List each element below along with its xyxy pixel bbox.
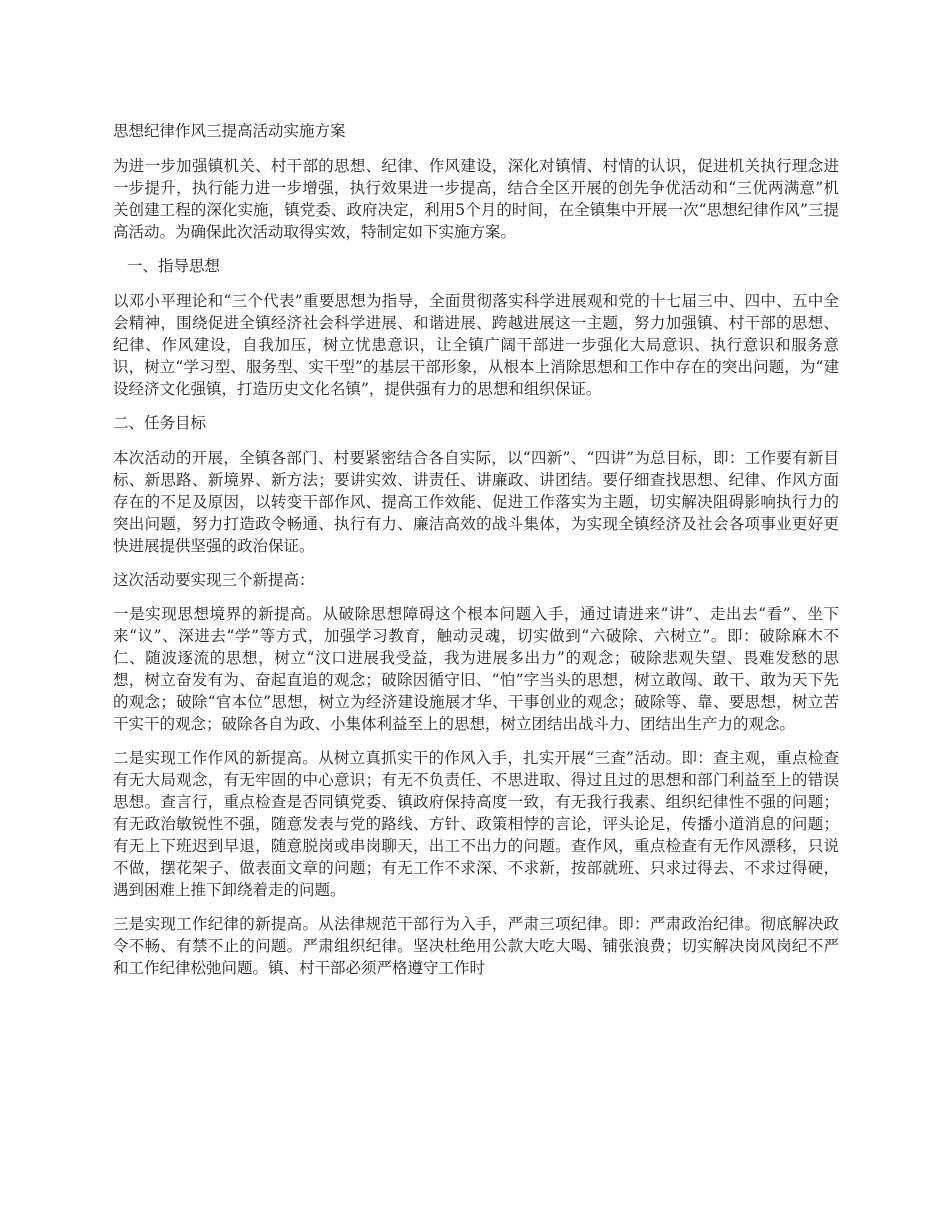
section-heading-task-goals: 二、任务目标 <box>113 414 207 432</box>
document-page <box>113 120 839 991</box>
improvement-discipline-paragraph: 三是实现工作纪律的新提高。从法律规范干部行为入手，严肃三项纪律。即：严肃政治纪律。彻底解决政令不畅、有禁不止的问题。严肃组织纪律。坚决杜绝用公款大吃大喝、铺张浪费；切实解决岗风岗纪不严和工作纪律松弛问题。镇、村干部必须严格遵守工作时 <box>113 915 839 977</box>
task-goals-paragraph: 本次活动的开展，全镇各部门、村要紧密结合各自实际，以“四新”、“四讲”为总目标，即：工作要有新目标、新思路、新境界、新方法；要讲实效、讲责任、讲廉政、讲团结。要仔细查找思想、纪律、作风方面存在的不足及原因，以转变干部作风、提高工作效能、促进工作落实为主题，切实解决阻碍影响执行力的突出问题，努力打造政令畅通、执行有力、廉洁高效的战斗集体，为实现全镇经济及社会各项事业更好更快进展提供坚强的政治保证。 <box>113 449 839 555</box>
improvement-work-style-paragraph: 二是实现工作作风的新提高。从树立真抓实干的作风入手，扎实开展“三查”活动。即：查主观，重点检查有无大局观念，有无牢固的中心意识；有无不负责任、不思进取、得过且过的思想和部门利益至上的错误思想。查言行，重点检查是否同镇党委、镇政府保持高度一致，有无我行我素、组织纪律性不强的问题；有无政治敏锐性不强，随意发表与党的路线、方针、政策相悖的言论，评头论足，传播小道消息的问题；有无上下班迟到早退，随意脱岗或串岗聊天，出工不出力的问题。查作风，重点检查有无作风漂移，只说不做，摆花架子、做表面文章的问题；有无工作不求深、不求新，按部就班、只求过得去、不求过得硬，遇到困难上推下卸绕着走的问题。 <box>113 749 839 899</box>
three-improvements-intro: 这次活动要实现三个新提高： <box>113 571 315 589</box>
document-title: 思想纪律作风三提高活动实施方案 <box>113 122 346 140</box>
intro-paragraph: 为进一步加强镇机关、村干部的思想、纪律、作风建设，深化对镇情、村情的认识，促进机关执行理念进一步提升，执行能力进一步增强，执行效果进一步提高，结合全区开展的创先争优活动和“三优两满意”机关创建工程的深化实施，镇党委、政府决定，利用5个月的时间，在全镇集中开展一次“思想纪律作风”三提高活动。为确保此次活动取得实效，特制定如下实施方案。 <box>113 157 839 241</box>
guiding-thought-paragraph: 以邓小平理论和“三个代表”重要思想为指导，全面贯彻落实科学进展观和党的十七届三中、四中、五中全会精神，围绕促进全镇经济社会科学进展、和谐进展、跨越进展这一主题，努力加强镇、村干部的思想、纪律、作风建设，自我加压，树立忧患意识，让全镇广阔干部进一步强化大局意识、执行意识和服务意识，树立“学习型、服务型、实干型”的基层干部形象，从根本上消除思想和工作中存在的突出问题，为“建设经济文化强镇，打造历史文化名镇”，提供强有力的思想和组织保证。 <box>113 292 839 398</box>
section-heading-guiding-thought: 一、指导思想 <box>127 257 221 275</box>
improvement-ideology-paragraph: 一是实现思想境界的新提高。从破除思想障碍这个根本问题入手，通过请进来“讲”、走出去“看”、坐下来“议”、深进去“学”等方式，加强学习教育，触动灵魂，切实做到“六破除、六树立”。即：破除麻木不仁、随波逐流的思想，树立“汶口进展我受益，我为进展多出力”的观念；破除悲观失望、畏难发愁的思想，树立奋发有为、奋起直追的观念；破除因循守旧、“怕”字当头的思想，树立敢闯、敢干、敢为天下先的观念；破除“官本位”思想，树立为经济建设施展才华、干事创业的观念；破除等、靠、要思想，树立苦干实干的观念；破除各自为政、小集体利益至上的思想，树立团结出战斗力、团结出生产力的观念。 <box>113 605 839 733</box>
